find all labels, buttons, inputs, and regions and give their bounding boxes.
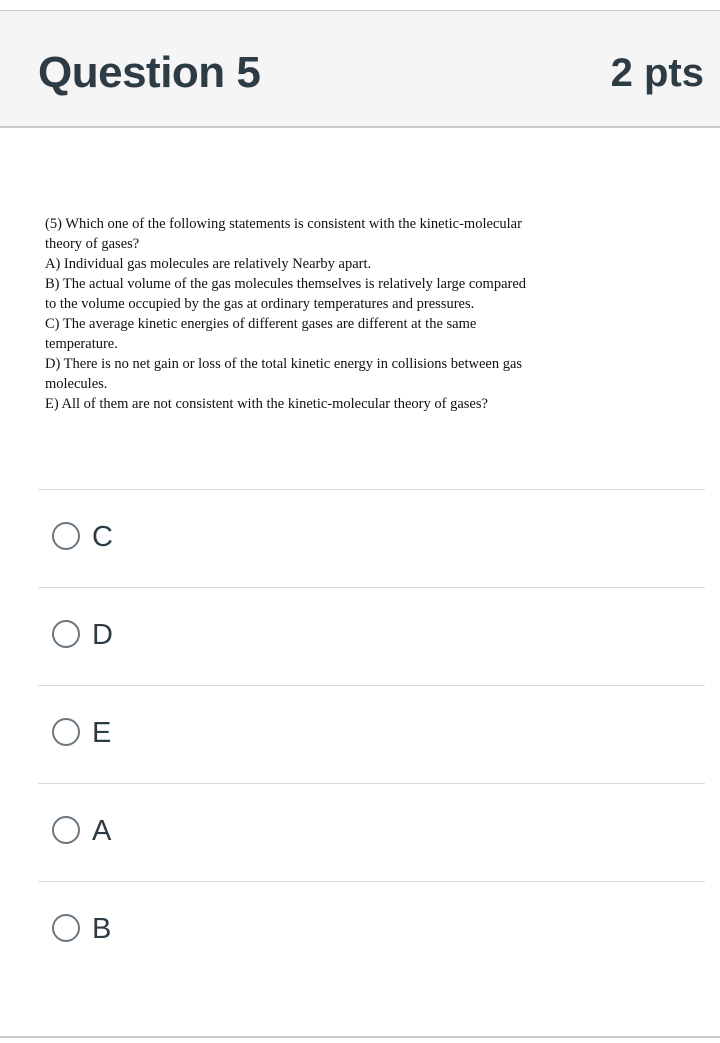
answer-label[interactable]: B [92,913,112,945]
answer-option-d[interactable] [38,587,705,685]
radio-unchecked-icon[interactable] [52,816,80,844]
answer-label[interactable]: D [92,619,113,651]
answer-option-c[interactable] [38,489,705,587]
radio-unchecked-icon[interactable] [52,718,80,746]
answer-option-e[interactable] [38,685,705,783]
question-text-line: A) Individual gas molecules are relatively Nearby apart. [45,256,372,272]
question-text-line: molecules. [45,376,108,392]
question-text-line: D) There is no net gain or loss of the total kinetic energy in collisions between gas [45,356,523,372]
question-text-line: E) All of them are not consistent with the kinetic-molecular theory of gases? [45,396,488,412]
question-text-line: (5) Which one of the following statements is consistent with the kinetic-molecular [45,216,522,232]
bottom-divider [0,1036,720,1038]
radio-unchecked-icon[interactable] [52,620,80,648]
question-text-line: to the volume occupied by the gas at ordinary temperatures and pressures. [45,296,475,312]
answer-label[interactable]: E [92,717,112,749]
answer-option-b[interactable] [38,881,705,980]
question-text-line: C) The average kinetic energies of different gases are different at the same [45,316,477,332]
answer-list [38,489,705,980]
question-text-line: theory of gases? [45,236,140,252]
answer-option-a[interactable] [38,783,705,881]
question-header [0,11,720,128]
question-title: Question 5 [38,48,261,97]
question-text-line: temperature. [45,336,118,352]
answer-label[interactable]: A [92,815,112,847]
radio-unchecked-icon[interactable] [52,522,80,550]
answer-label[interactable]: C [92,521,113,553]
radio-unchecked-icon[interactable] [52,914,80,942]
question-points: 2 pts [610,51,704,95]
question-body [45,214,645,414]
question-text-line: B) The actual volume of the gas molecules themselves is relatively large compared [45,276,527,292]
